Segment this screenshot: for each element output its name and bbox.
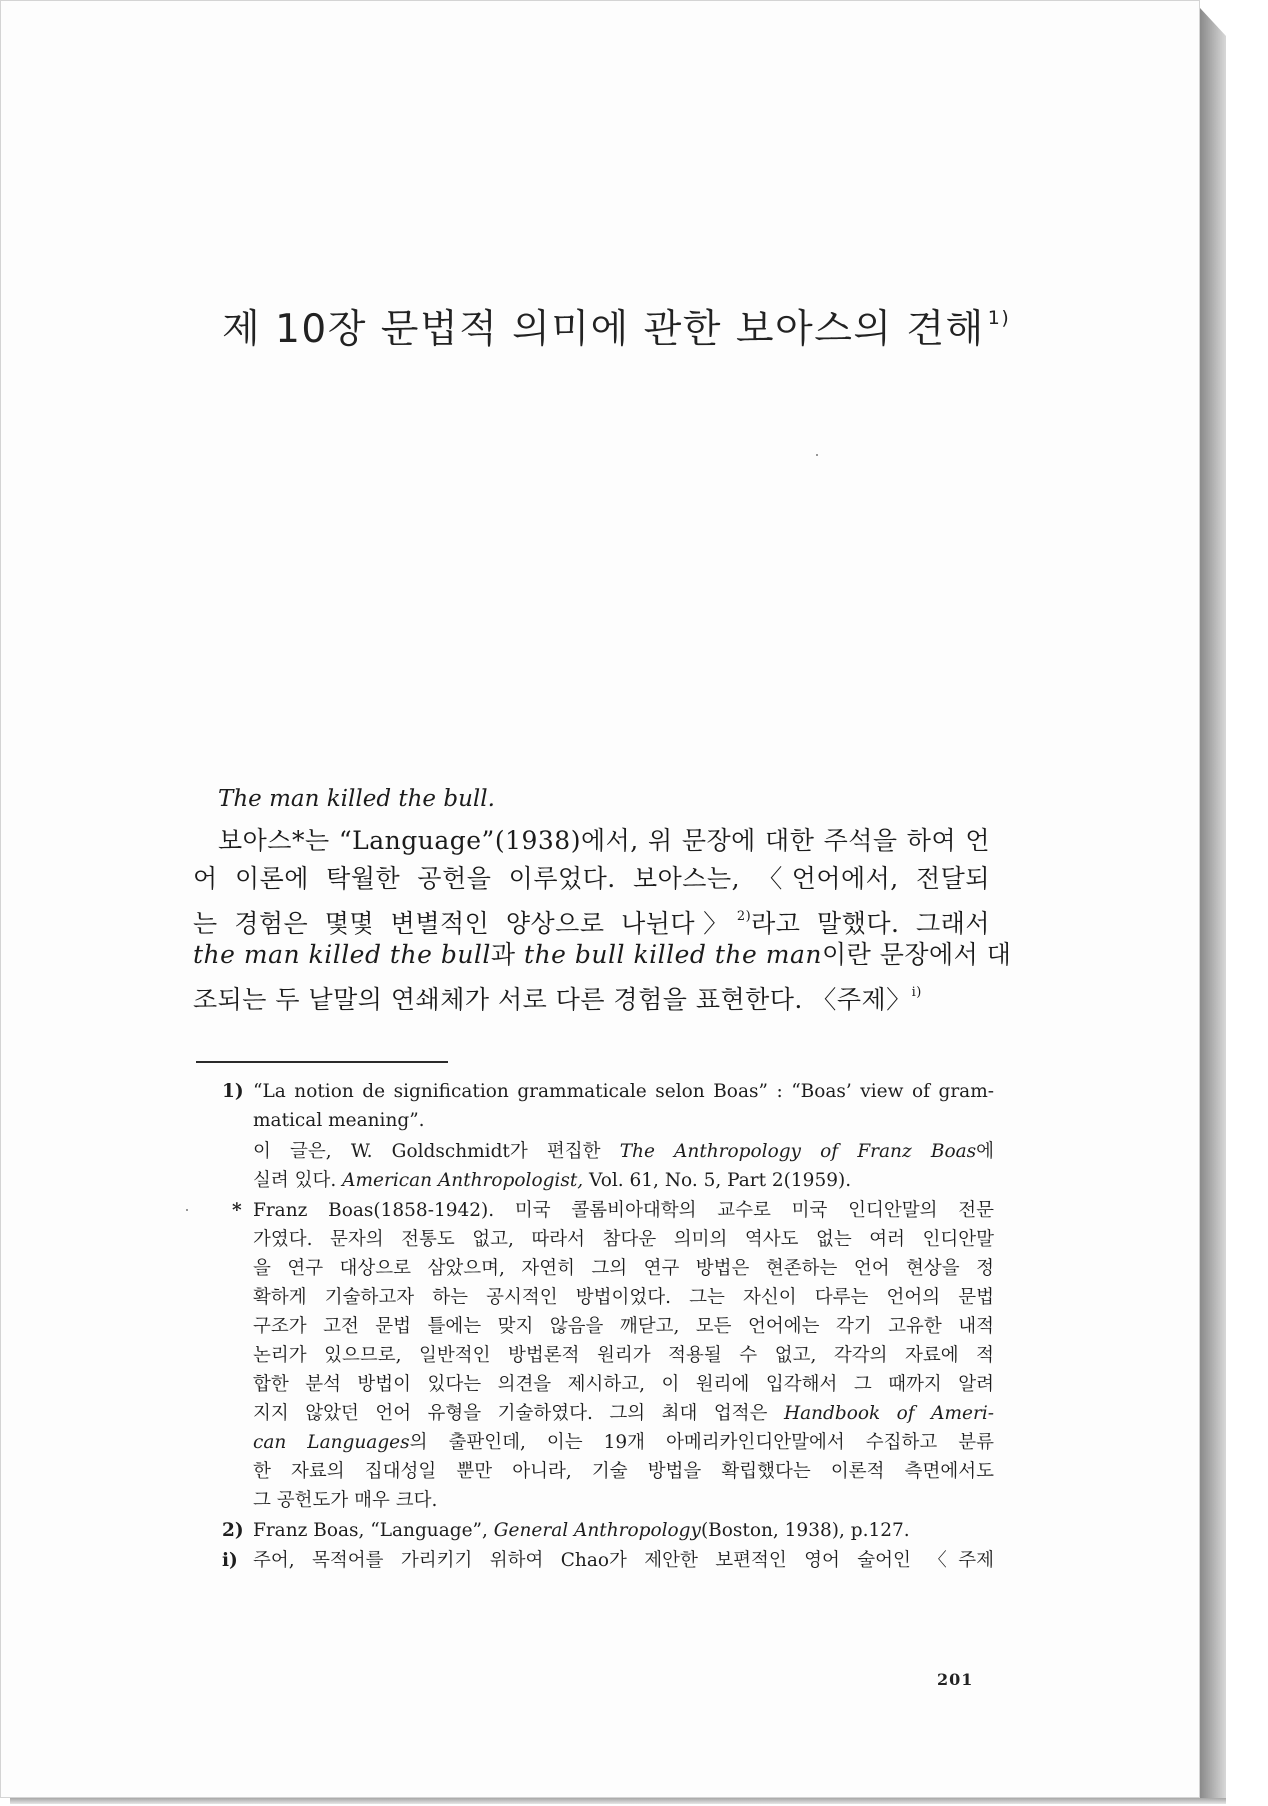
paragraph-line: 어 이론에 탁월한 공헌을 이루었다. 보아스는, 〈언어에서, 전달되 bbox=[193, 864, 990, 893]
footnote-line: 이 글은, W. Goldschmidt가 편집한 The Anthropology of Franz Boas에 bbox=[253, 1141, 994, 1162]
example-sentence: The man killed the bull. bbox=[218, 786, 495, 812]
footnote-mark: * bbox=[232, 1200, 242, 1221]
footnote-mark: 1) bbox=[222, 1081, 244, 1102]
footnote-line: 논리가 있으므로, 일반적인 방법론적 원리가 적용될 수 없고, 각각의 자료에 적 bbox=[253, 1345, 994, 1366]
footnote-line: 확하게 기술하고자 하는 공시적인 방법이었다. 그는 자신이 다루는 언어의 문법 bbox=[253, 1287, 994, 1308]
footnote-line: 한 자료의 집대성일 뿐만 아니라, 기술 방법을 확립했다는 이론적 측면에서도 bbox=[253, 1461, 994, 1482]
page-number: 201 bbox=[937, 1670, 974, 1689]
footnote-line: “La notion de signification grammaticale selon Boas” : “Boas’ view of gram- bbox=[253, 1081, 994, 1102]
footnote-line: Franz Boas, “Language”, General Anthropology(Boston, 1938), p.127. bbox=[253, 1520, 910, 1541]
chapter-title-text: 제 10장 문법적 의미에 관한 보아스의 견해 bbox=[222, 307, 985, 352]
footnote-ref: 2) bbox=[736, 909, 752, 924]
print-speck bbox=[186, 1209, 188, 1211]
footnote-line: 구조가 고전 문법 틀에는 맞지 않음을 깨닫고, 모든 언어에는 각기 고유한 내적 bbox=[253, 1316, 994, 1337]
footnote-line: 지지 않았던 언어 유형을 기술하였다. 그의 최대 업적은 Handbook of Ameri- bbox=[253, 1403, 995, 1424]
footnote-line: can Languages의 출판인데, 이는 19개 아메리카인디안말에서 수집하고 분류 bbox=[253, 1432, 994, 1453]
chapter-footnote-ref: 1) bbox=[987, 307, 1011, 329]
paragraph-line: 조되는 두 낱말의 연쇄체가 서로 다른 경험을 표현한다. 〈주제〉$^{i)}$ bbox=[193, 985, 922, 1014]
paragraph-line: 는 경험은 몇몇 변별적인 양상으로 나뉜다〉$^{2)}$라고 말했다. 그래서 bbox=[193, 909, 990, 938]
print-speck bbox=[816, 454, 818, 456]
page-edge-shadow bbox=[1200, 8, 1226, 1798]
paragraph-line: the man killed the bull과 the bull killed the man이란 문장에서 대 bbox=[193, 940, 1012, 969]
chapter-title bbox=[222, 298, 1011, 354]
footnote-line: 가였다. 문자의 전통도 없고, 따라서 참다운 의미의 역사도 없는 여러 인디안말 bbox=[253, 1229, 994, 1250]
footnote-line: 주어, 목적어를 가리키기 위하여 Chao가 제안한 보편적인 영어 술어인 〈주제 bbox=[253, 1550, 994, 1571]
footnote-line: 그 공헌도가 매우 크다. bbox=[253, 1490, 438, 1511]
footnote-separator bbox=[196, 1061, 448, 1063]
footnote-line: 합한 분석 방법이 있다는 의견을 제시하고, 이 원리에 입각해서 그 때까지 알려 bbox=[253, 1374, 994, 1395]
footnote-ref: i) bbox=[911, 985, 922, 1000]
page-bottom-shadow bbox=[10, 1798, 1226, 1804]
footnote-line: Franz Boas(1858-1942). 미국 콜롬비아대학의 교수로 미국 인디안말의 전문 bbox=[253, 1200, 994, 1221]
footnote-line: 실려 있다. American Anthropologist, Vol. 61, No. 5, Part 2(1959). bbox=[253, 1170, 852, 1191]
footnote-mark: 2) bbox=[222, 1520, 244, 1541]
paragraph-line: 보아스*는 “Language”(1938)에서, 위 문장에 대한 주석을 하여 언 bbox=[218, 826, 990, 855]
footnote-line: matical meaning”. bbox=[253, 1110, 425, 1131]
footnote-mark: i) bbox=[222, 1550, 238, 1571]
footnote-line: 을 연구 대상으로 삼았으며, 자연히 그의 연구 방법은 현존하는 언어 현상을 정 bbox=[253, 1258, 994, 1279]
